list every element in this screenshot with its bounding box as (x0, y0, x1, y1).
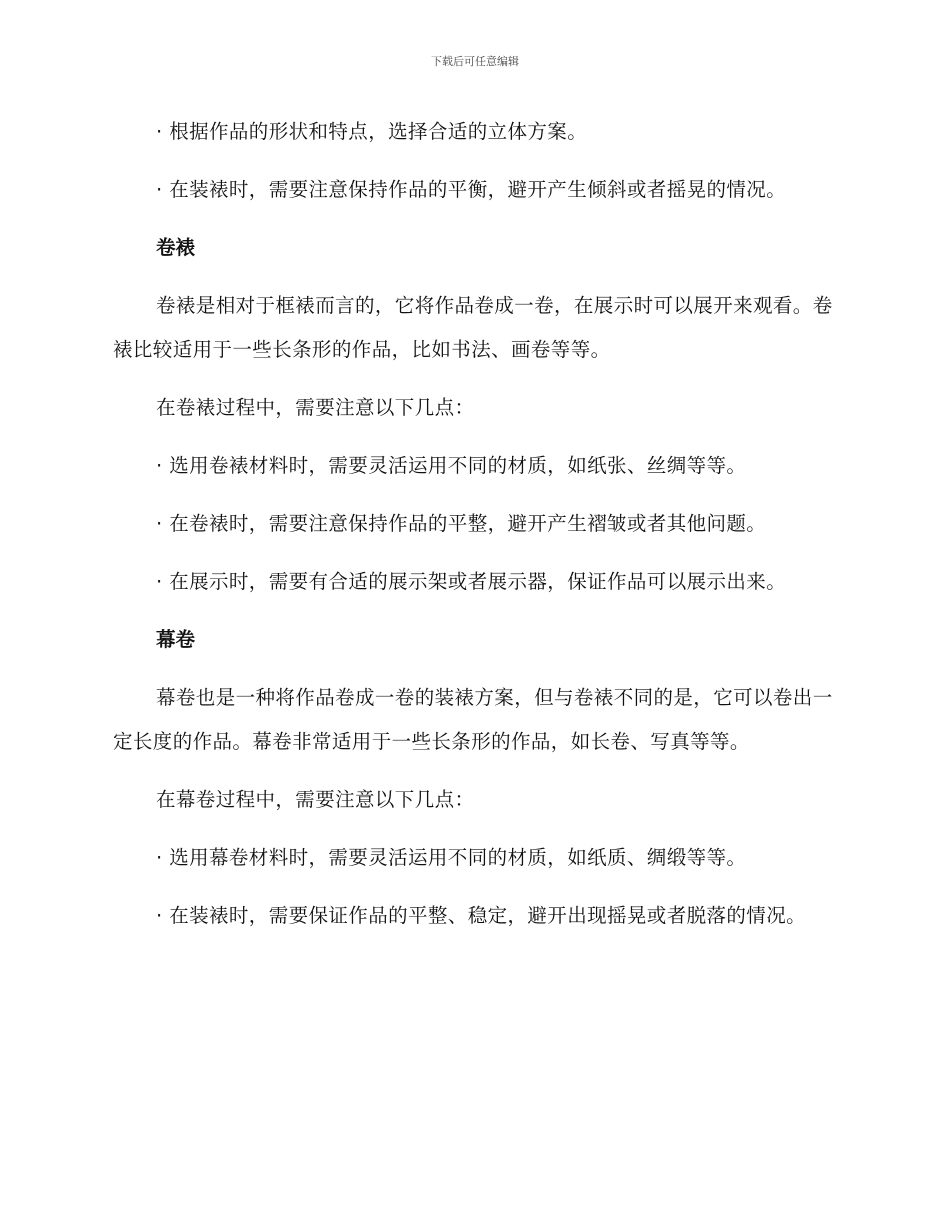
section-heading: 幕卷 (156, 628, 196, 651)
bullet-paragraph: · 在卷裱时，需要注意保持作品的平整，避开产生褶皱或者其他问题。 (156, 512, 767, 535)
section-heading: 卷裱 (156, 236, 196, 259)
body-paragraph: 在卷裱过程中，需要注意以下几点： (156, 396, 475, 419)
header-note: 下载后可任意编辑 (431, 55, 519, 68)
body-paragraph: 卷裱是相对于框裱而言的，它将作品卷成一卷，在展示时可以展开来观看。卷裱比较适用于一些长条形的作品，比如书法、画卷等等。 (113, 294, 833, 361)
bullet-paragraph: · 选用幕卷材料时，需要灵活运用不同的材质，如纸质、绸缎等等。 (156, 846, 747, 869)
bullet-paragraph: · 选用卷裱材料时，需要灵活运用不同的材质，如纸张、丝绸等等。 (156, 454, 747, 477)
bullet-paragraph: · 在装裱时，需要注意保持作品的平衡，避开产生倾斜或者摇晃的情况。 (156, 178, 787, 201)
body-paragraph: 在幕卷过程中，需要注意以下几点： (156, 788, 475, 811)
bullet-paragraph: · 根据作品的形状和特点，选择合适的立体方案。 (156, 120, 588, 143)
document-body (113, 110, 833, 952)
body-paragraph: 幕卷也是一种将作品卷成一卷的装裱方案，但与卷裱不同的是，它可以卷出一定长度的作品。幕卷非常适用于一些长条形的作品，如长卷、写真等等。 (113, 686, 833, 753)
bullet-paragraph: · 在展示时，需要有合适的展示架或者展示器，保证作品可以展示出来。 (156, 570, 787, 593)
bullet-paragraph: · 在装裱时，需要保证作品的平整、稳定，避开出现摇晃或者脱落的情况。 (156, 904, 806, 927)
